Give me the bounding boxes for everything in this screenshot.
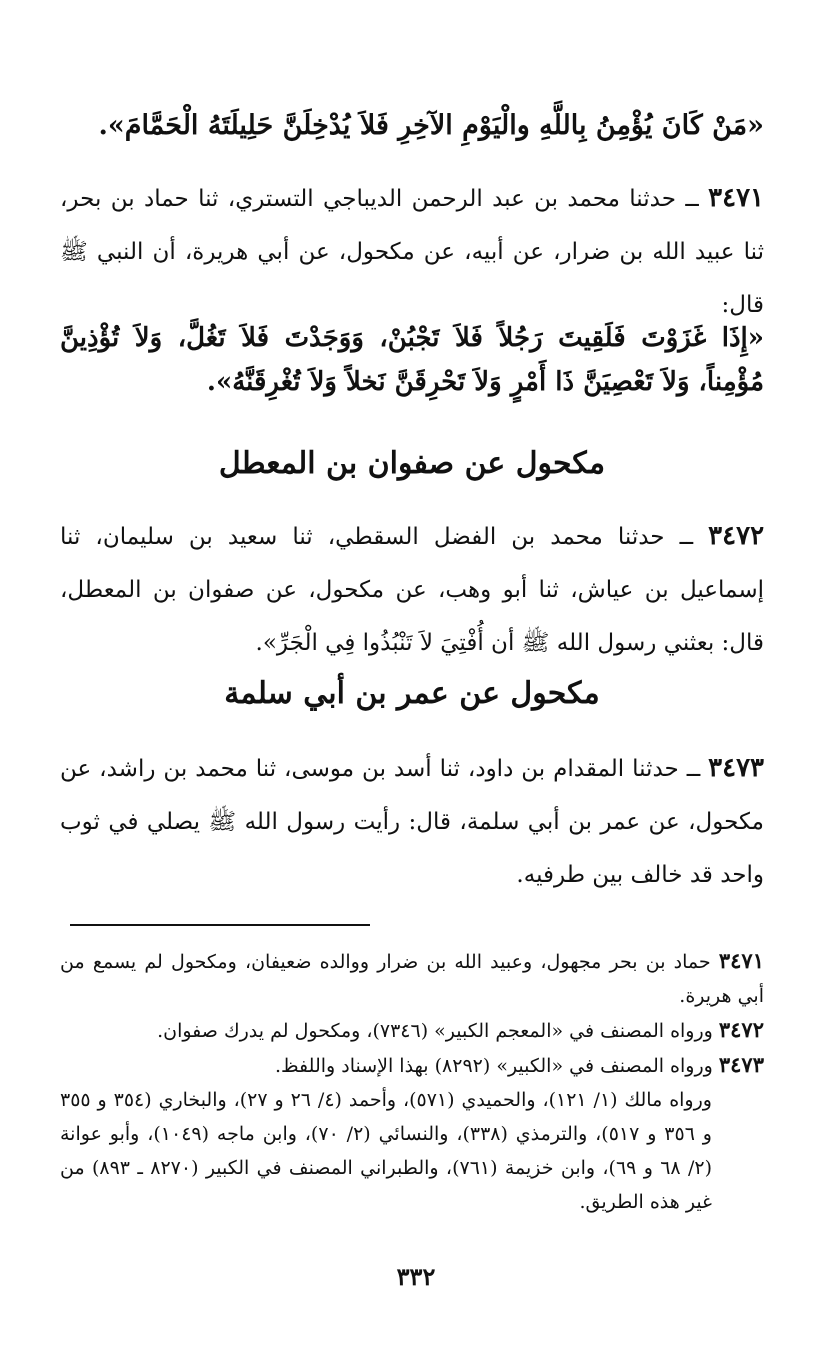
page-number: ٣٣٢ xyxy=(396,1262,436,1291)
footnote-number: ٣٤٧٣ xyxy=(718,1052,764,1077)
footnote-text: ورواه المصنف في «المعجم الكبير» (٧٣٤٦)، ومكحول لم يدرك صفوان. xyxy=(157,1020,713,1042)
hadith-dash: ــ xyxy=(685,186,699,212)
hadith-3473 xyxy=(60,742,764,902)
hadith-3472 xyxy=(60,510,764,670)
hadith-dash: ــ xyxy=(686,756,701,782)
hadith-3471-matn: «إِذَا غَزَوْتَ فَلَقِيتَ رَجُلاً فَلاَ تَجْبُنْ، وَوَجَدْتَ فَلاَ تَغُلَّ، وَلاَ تُؤْذِينَّ مُؤْمِناً، وَلاَ تَعْصِيَنَّ ذَا أَمْرٍ وَلاَ تَحْرِقَنَّ نَخلاً وَلاَ تُغْرِقَنَّهُ». xyxy=(60,323,764,397)
hadith-number: ٣٤٧١ xyxy=(708,183,765,213)
hadith-number: ٣٤٧٢ xyxy=(708,521,765,551)
hadith-3471 xyxy=(60,172,764,332)
hadith-text: حدثنا المقدام بن داود، ثنا أسد بن موسى، ثنا محمد بن راشد، عن مكحول، عن عمر بن أبي سلمة، قال: رأيت رسول الله ﷺ يصلي في ثوب واحد قد خالف بين طرفيه. xyxy=(60,756,764,888)
footnote-3472 xyxy=(60,1013,764,1048)
section-heading-umar: مكحول عن عمر بن أبي سلمة xyxy=(224,676,600,711)
footnote-3471 xyxy=(60,944,764,1013)
footnote-divider xyxy=(70,924,370,926)
hadith-number: ٣٤٧٣ xyxy=(708,753,764,783)
footnote-number: ٣٤٧١ xyxy=(718,948,764,973)
footnote-3473-continuation: ورواه مالك (١/ ١٢١)، والحميدي (٥٧١)، وأحمد (٤/ ٢٦ و ٢٧)، والبخاري (٣٥٤ و ٣٥٥ و ٣٥٦ و ٥١٧)، والترمذي (٣٣٨)، والنسائي (٢/ ٧٠)، وابن ماجه (١٠٤٩)، وأبو عوانة (٢/ ٦٨ و ٦٩)، وابن خزيمة (٧٦١)، والطبراني المصنف في الكبير (٨٢٧٠ ـ ٨٩٣) من غير هذه الطريق. xyxy=(60,1089,712,1213)
hadith-isnad: حدثنا محمد بن عبد الرحمن الديباجي التستري، ثنا حماد بن بحر، ثنا عبيد الله بن ضرار، عن أبيه، عن مكحول، عن أبي هريرة، أن النبي ﷺ قال: xyxy=(60,186,764,318)
hadith-dash: ــ xyxy=(679,524,694,550)
section-heading-safwan: مكحول عن صفوان بن المعطل xyxy=(218,446,606,481)
footnote-3473 xyxy=(60,1048,764,1083)
footnote-text: حماد بن بحر مجهول، وعبيد الله بن ضرار ووالده ضعيفان، ومكحول لم يسمع من أبي هريرة. xyxy=(60,951,764,1007)
hadith-text: حدثنا محمد بن الفضل السقطي، ثنا سعيد بن سليمان، ثنا إسماعيل بن عياش، ثنا أبو وهب، عن مكحول، عن صفوان بن المعطل، قال: بعثني رسول الله ﷺ أن أُفْتِيَ لاَ تَنْبُذُوا فِي الْجَرِّ». xyxy=(60,524,764,656)
footnotes xyxy=(60,944,764,1219)
lead-line: «مَنْ كَانَ يُؤْمِنُ بِاللَّهِ والْيَوْمِ الآخِرِ فَلاَ يُدْخِلَنَّ حَلِيلَتَهُ الْحَمَّامَ». xyxy=(98,110,764,141)
footnote-text: ورواه المصنف في «الكبير» (٨٢٩٢) بهذا الإسناد واللفظ. xyxy=(274,1055,713,1077)
footnote-number: ٣٤٧٢ xyxy=(718,1017,764,1042)
